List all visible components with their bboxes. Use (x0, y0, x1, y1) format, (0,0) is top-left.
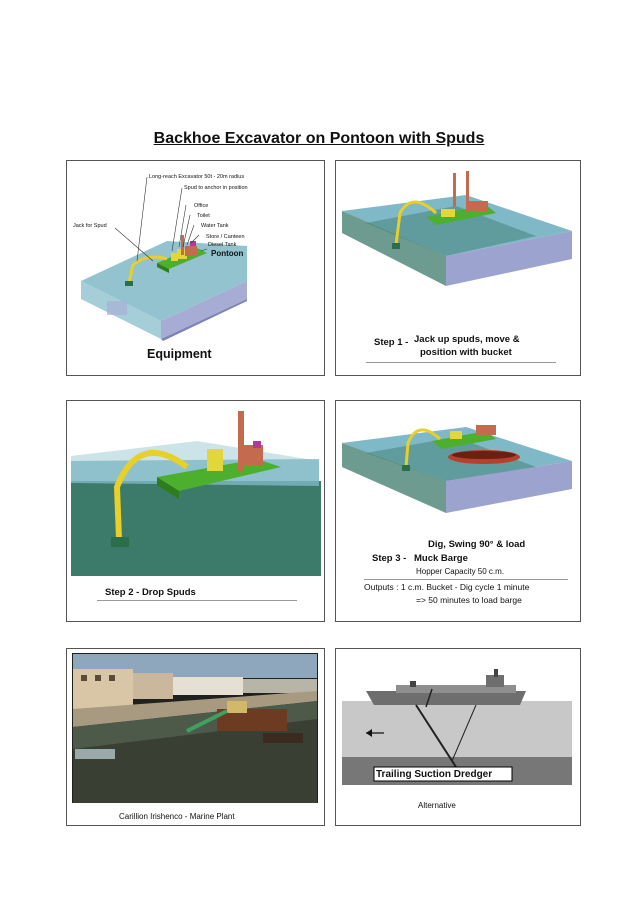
label-store: Store / Canteen (206, 234, 245, 240)
panel-alternative (335, 648, 581, 826)
label-office: Office (194, 203, 209, 209)
step1-label: Step 1 - (374, 337, 409, 348)
page-title: Backhoe Excavator on Pontoon with Spuds (153, 130, 485, 147)
step1-rule (366, 362, 556, 363)
panel-step2 (66, 400, 325, 622)
step3-line1: Dig, Swing 90° & load (428, 539, 526, 550)
panel-equipment (66, 160, 325, 376)
equipment-diagram (67, 161, 323, 374)
step2-rule (97, 600, 297, 601)
panel-step1 (335, 160, 581, 376)
label-diesel: Diesel Tank (208, 242, 237, 248)
label-jack: Jack for Spud (73, 223, 107, 229)
caption-equipment: Equipment (147, 347, 212, 361)
dredger-label: Trailing Suction Dredger (376, 769, 493, 780)
step3-label: Step 3 - (372, 553, 407, 564)
photo-caption: Carillion Irishenco - Marine Plant (119, 812, 235, 821)
step3-load: => 50 minutes to load barge (416, 595, 522, 605)
label-water-tank: Water Tank (201, 223, 229, 229)
label-excavator: Long-reach Excavator 50t - 20m radius (149, 174, 245, 180)
alternative-caption: Alternative (418, 801, 456, 810)
panel-step3 (335, 400, 581, 622)
step1-line1: Jack up spuds, move & (414, 334, 520, 345)
label-pontoon: Pontoon (211, 249, 244, 258)
panel-photo (66, 648, 325, 826)
step3-hopper: Hopper Capacity 50 c.m. (416, 567, 505, 576)
step2-caption: Step 2 - Drop Spuds (105, 587, 196, 598)
label-spud: Spud to anchor in position (184, 185, 248, 191)
step3-line2: Muck Barge (414, 553, 468, 564)
dredger-diagram (336, 649, 579, 824)
marine-plant-photo (67, 649, 323, 824)
step3-outputs: Outputs : 1 c.m. Bucket - Dig cycle 1 minute (364, 582, 530, 592)
label-toilet: Toilet (197, 213, 210, 219)
step3-rule (364, 579, 568, 580)
step1-line2: position with bucket (420, 347, 512, 358)
